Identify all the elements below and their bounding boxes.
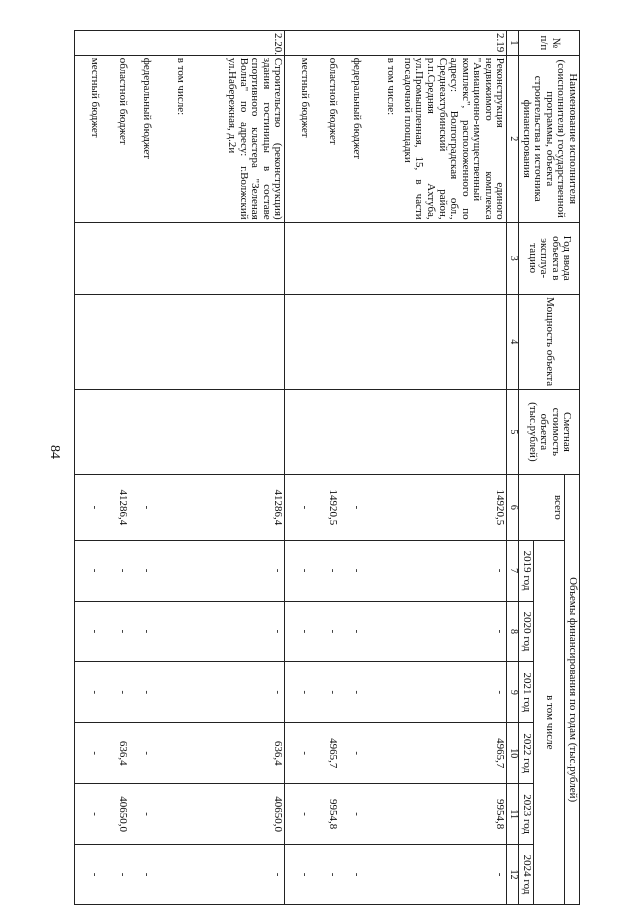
row-power	[75, 294, 101, 389]
row-year-value: -	[129, 784, 153, 845]
row-year-value	[153, 601, 187, 662]
row-year-value: -	[397, 662, 507, 723]
table-row	[153, 31, 187, 905]
row-number	[129, 31, 153, 56]
col-number: 5	[507, 389, 519, 475]
page-number: 84	[47, 445, 62, 459]
header-year-2020: 2020 год	[519, 601, 534, 662]
row-cost	[363, 389, 397, 475]
row-cost	[187, 389, 285, 475]
row-year-value: -	[311, 845, 339, 905]
row-number	[363, 31, 397, 56]
row-cost	[397, 389, 507, 475]
row-cost	[153, 389, 187, 475]
row-cost	[339, 389, 363, 475]
row-year-value: -	[339, 723, 363, 784]
row-cost	[129, 389, 153, 475]
header-funding: Объемы финансирования по годам (тыс.рублей)	[565, 475, 580, 905]
row-number	[101, 31, 129, 56]
table-row	[187, 31, 285, 905]
row-year-value: -	[101, 540, 129, 601]
table-body	[75, 31, 507, 905]
row-year-value: 40650,0	[187, 784, 285, 845]
row-power	[339, 294, 363, 389]
row-year-value: -	[311, 662, 339, 723]
row-year-value: -	[339, 540, 363, 601]
header-incl: в том числе	[533, 540, 565, 904]
table-row	[285, 31, 311, 905]
row-year-value: -	[397, 540, 507, 601]
col-number: 12	[507, 845, 519, 905]
row-year-value: -	[129, 845, 153, 905]
row-number	[339, 31, 363, 56]
row-year	[75, 222, 101, 294]
col-number: 8	[507, 601, 519, 662]
table-row	[101, 31, 129, 905]
header-year-2022: 2022 год	[519, 723, 534, 784]
row-year-value: -	[285, 845, 311, 905]
row-number	[153, 31, 187, 56]
col-number: 9	[507, 662, 519, 723]
row-year-value: -	[339, 601, 363, 662]
row-year-value: -	[75, 784, 101, 845]
row-year-value	[153, 784, 187, 845]
table-row	[397, 31, 507, 905]
row-name: федеральный бюджет	[339, 55, 363, 222]
row-year	[187, 222, 285, 294]
row-year-value	[363, 662, 397, 723]
row-year-value: -	[129, 540, 153, 601]
financing-table	[74, 30, 580, 905]
column-number-row	[507, 31, 519, 905]
row-year-value: -	[285, 784, 311, 845]
row-year-value	[153, 662, 187, 723]
header-year-2024: 2024 год	[519, 845, 534, 905]
table-row	[339, 31, 363, 905]
row-number	[285, 31, 311, 56]
row-name: Строительство (реконструкция) здания гостиницы в составе спортивного кластера "Зеленая Волна" по адресу: г.Волжский ул.Набережная, д.2и	[187, 55, 285, 222]
header-name: Наименование исполнителя (соисполнителя) государственной программы, объекта строительства и источника финансирования	[519, 55, 580, 222]
col-number: 6	[507, 475, 519, 540]
row-year-value: -	[101, 845, 129, 905]
row-power	[285, 294, 311, 389]
row-year-value: 9954,8	[397, 784, 507, 845]
row-power	[363, 294, 397, 389]
row-year-value	[363, 540, 397, 601]
row-year-value: -	[187, 540, 285, 601]
row-year-value: -	[75, 723, 101, 784]
row-year-value	[363, 601, 397, 662]
row-total: -	[75, 475, 101, 540]
col-number: 4	[507, 294, 519, 389]
row-year-value: -	[101, 601, 129, 662]
row-total	[153, 475, 187, 540]
row-year-value: -	[397, 845, 507, 905]
row-year	[311, 222, 339, 294]
col-number: 10	[507, 723, 519, 784]
row-year-value: 9954,8	[311, 784, 339, 845]
table-row	[75, 31, 101, 905]
row-year-value: -	[339, 662, 363, 723]
row-year-value: 4965,7	[397, 723, 507, 784]
row-year-value: -	[285, 540, 311, 601]
row-year-value: -	[101, 662, 129, 723]
row-name: в том числе:	[153, 55, 187, 222]
row-total: -	[285, 475, 311, 540]
row-power	[187, 294, 285, 389]
row-year-value	[363, 845, 397, 905]
col-number: 7	[507, 540, 519, 601]
row-total: 14920,5	[311, 475, 339, 540]
row-year-value: -	[311, 540, 339, 601]
table-row	[311, 31, 339, 905]
row-year-value: -	[75, 662, 101, 723]
header-year-2023: 2023 год	[519, 784, 534, 845]
row-year-value: -	[187, 662, 285, 723]
row-year-value: -	[339, 845, 363, 905]
row-year-value: 4965,7	[311, 723, 339, 784]
row-year-value: 636,4	[187, 723, 285, 784]
row-year	[153, 222, 187, 294]
rotated-table-wrapper	[0, 30, 580, 905]
row-name: федеральный бюджет	[129, 55, 153, 222]
row-name: областной бюджет	[311, 55, 339, 222]
header-num: № п/п	[519, 31, 580, 56]
header-year: Год ввода объекта в эксплуа-тацию	[519, 222, 580, 294]
row-year-value: -	[75, 540, 101, 601]
row-year-value	[363, 784, 397, 845]
row-name: местный бюджет	[285, 55, 311, 222]
row-number	[311, 31, 339, 56]
row-number: 2.19	[397, 31, 507, 56]
row-year-value: -	[129, 601, 153, 662]
row-year-value: -	[187, 601, 285, 662]
row-year	[129, 222, 153, 294]
header-total: всего	[519, 475, 565, 540]
row-total: -	[339, 475, 363, 540]
row-name: местный бюджет	[75, 55, 101, 222]
row-year-value: -	[285, 662, 311, 723]
row-year-value	[153, 723, 187, 784]
col-number: 11	[507, 784, 519, 845]
row-cost	[285, 389, 311, 475]
row-number	[75, 31, 101, 56]
row-total: 41286,4	[187, 475, 285, 540]
row-name: областной бюджет	[101, 55, 129, 222]
row-power	[311, 294, 339, 389]
row-total: 41286,4	[101, 475, 129, 540]
row-power	[101, 294, 129, 389]
row-year-value: -	[187, 845, 285, 905]
header-power: Мощность объекта	[519, 294, 580, 389]
row-year-value: 40650,0	[101, 784, 129, 845]
row-power	[153, 294, 187, 389]
col-number: 2	[507, 55, 519, 222]
header-year-2021: 2021 год	[519, 662, 534, 723]
row-year-value: -	[129, 723, 153, 784]
row-year-value: -	[75, 845, 101, 905]
row-power	[129, 294, 153, 389]
row-year-value: -	[339, 784, 363, 845]
col-number: 1	[507, 31, 519, 56]
row-number: 2.20.	[187, 31, 285, 56]
row-year	[285, 222, 311, 294]
row-cost	[101, 389, 129, 475]
row-year-value: 636,4	[101, 723, 129, 784]
row-year-value: -	[129, 662, 153, 723]
row-year-value	[153, 845, 187, 905]
table-row	[129, 31, 153, 905]
row-year-value	[153, 540, 187, 601]
row-total: 14920,5	[397, 475, 507, 540]
col-number: 3	[507, 222, 519, 294]
header-year-2019: 2019 год	[519, 540, 534, 601]
row-power	[397, 294, 507, 389]
row-year-value: -	[285, 723, 311, 784]
row-year-value: -	[397, 601, 507, 662]
row-cost	[75, 389, 101, 475]
row-year-value	[363, 723, 397, 784]
row-year	[101, 222, 129, 294]
row-total	[363, 475, 397, 540]
row-name: Реконструкция единого недвижимого комплекса "Авиационно-имущественный комплекс", расположенного по адресу: Волгоградская обл., Среднеахтубинский район, р.п.Средняя Ахтуба, ул.Промышленная, 15, в части посадочной площадки	[397, 55, 507, 222]
row-year-value: -	[75, 601, 101, 662]
row-year-value: -	[311, 601, 339, 662]
table-row	[363, 31, 397, 905]
header-cost: Сметная стоимость объекта (тыс.рублей)	[519, 389, 580, 475]
row-total: -	[129, 475, 153, 540]
row-year	[339, 222, 363, 294]
row-year	[363, 222, 397, 294]
row-name: в том числе:	[363, 55, 397, 222]
row-cost	[311, 389, 339, 475]
row-year-value: -	[285, 601, 311, 662]
row-year	[397, 222, 507, 294]
